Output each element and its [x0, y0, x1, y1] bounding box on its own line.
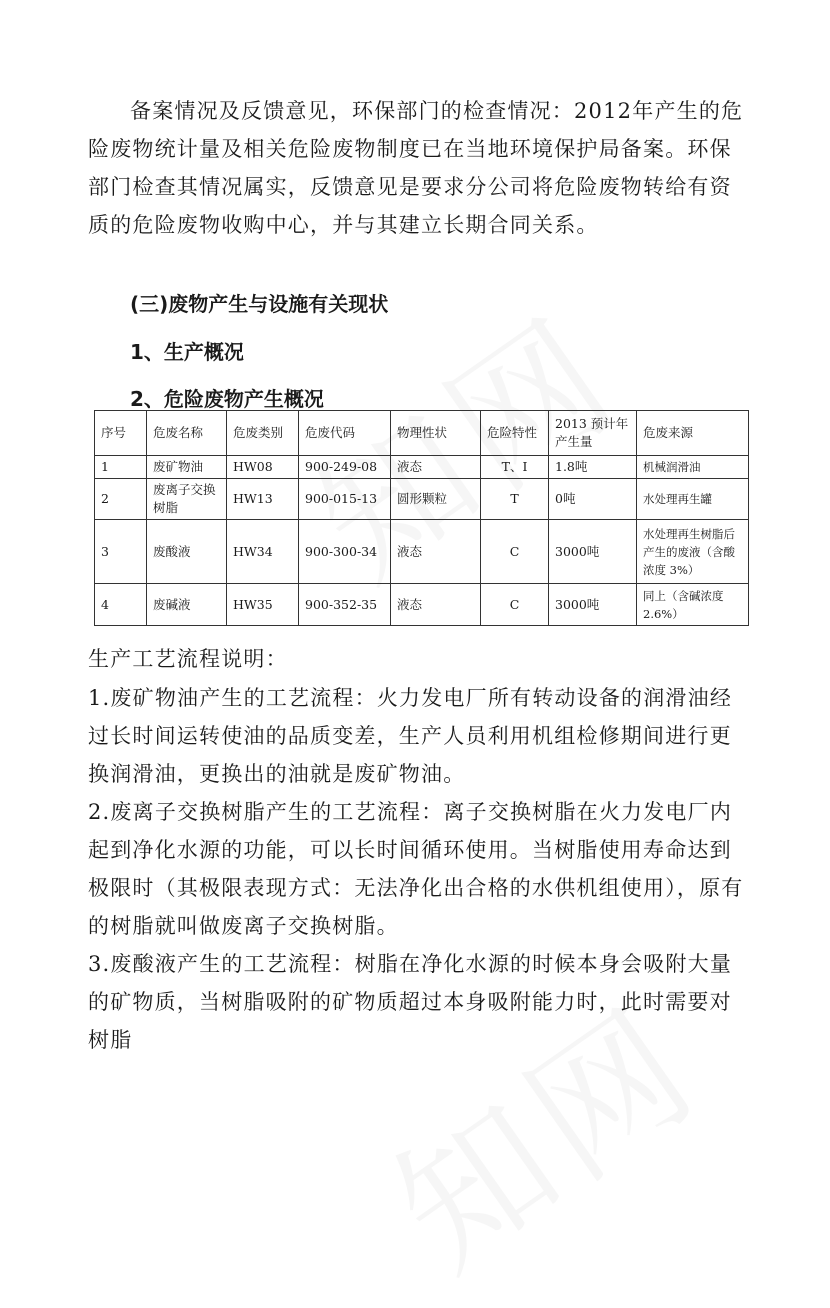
table-cell: 同上（含碱浓度 2.6%） — [637, 584, 749, 626]
paragraph-filing-status: 备案情况及反馈意见，环保部门的检查情况：2012年产生的危险废物统计量及相关危险废物制度已在当地环境保护局备案。环保部门检查其情况属实，反馈意见是要求分公司将危险废物转给有资质的危险废物收购中心，并与其建立长期合同关系。 — [88, 99, 744, 237]
table-cell: 水处理再生树脂后产生的废液（含酸浓度 3%） — [637, 520, 749, 584]
hazardous-waste-table — [94, 410, 749, 626]
table-cell: 4 — [95, 584, 147, 626]
table-cell: 2 — [95, 479, 147, 520]
table-cell: 3 — [95, 520, 147, 584]
table-cell: 水处理再生罐 — [637, 479, 749, 520]
process-item-waste-oil: 1.废矿物油产生的工艺流程：火力发电厂所有转动设备的润滑油经过长时间运转使油的品质变差，生产人员利用机组检修期间进行更换润滑油，更换出的油就是废矿物油。 — [88, 686, 733, 786]
table-cell: 1 — [95, 456, 147, 479]
table-cell: 圆形颗粒 — [391, 479, 481, 520]
table-row — [95, 456, 749, 479]
process-item-waste-resin: 2.废离子交换树脂产生的工艺流程：离子交换树脂在火力发电厂内起到净化水源的功能，可以长时间循环使用。当树脂使用寿命达到极限时（其极限表现方式：无法净化出合格的水供机组使用），原有的树脂就叫做废离子交换树脂。 — [88, 800, 744, 938]
header-cell: 物理性状 — [391, 411, 481, 456]
table-cell: C — [481, 520, 549, 584]
subheading-production-overview: 1、生产概况 — [130, 340, 244, 364]
table-cell: 废离子交换树脂 — [147, 479, 227, 520]
process-description-list — [88, 679, 748, 1059]
table-cell: 废酸液 — [147, 520, 227, 584]
table-cell: 0吨 — [549, 479, 637, 520]
table-cell: HW35 — [227, 584, 299, 626]
table-cell: 液态 — [391, 456, 481, 479]
table-header-row — [95, 411, 749, 456]
table-cell: 液态 — [391, 584, 481, 626]
table-cell: T — [481, 479, 549, 520]
table-cell: HW34 — [227, 520, 299, 584]
table-row — [95, 479, 749, 520]
header-cell: 序号 — [95, 411, 147, 456]
table-cell: 1.8吨 — [549, 456, 637, 479]
table-cell: 900-015-13 — [299, 479, 391, 520]
process-item-waste-acid: 3.废酸液产生的工艺流程：树脂在净化水源的时候本身会吸附大量的矿物质，当树脂吸附的矿物质超过本身吸附能力时，此时需要对树脂 — [88, 952, 733, 1052]
table-cell: 3000吨 — [549, 520, 637, 584]
process-description-title: 生产工艺流程说明： — [88, 647, 288, 671]
table-row — [95, 584, 749, 626]
table-cell: HW08 — [227, 456, 299, 479]
header-cell: 危废来源 — [637, 411, 749, 456]
table-cell: 废矿物油 — [147, 456, 227, 479]
header-cell: 危废类别 — [227, 411, 299, 456]
table-cell: C — [481, 584, 549, 626]
header-cell: 危废名称 — [147, 411, 227, 456]
subheading-hazardous-waste-overview: 2、危险废物产生概况 — [130, 387, 324, 411]
table-cell: 900-249-08 — [299, 456, 391, 479]
table-cell: HW13 — [227, 479, 299, 520]
header-cell: 危险特性 — [481, 411, 549, 456]
table-cell: 3000吨 — [549, 584, 637, 626]
table-cell: 900-352-35 — [299, 584, 391, 626]
table-cell: 废碱液 — [147, 584, 227, 626]
table-cell: 液态 — [391, 520, 481, 584]
section-heading: (三)废物产生与设施有关现状 — [130, 292, 389, 316]
table-cell: T、I — [481, 456, 549, 479]
table-row — [95, 520, 749, 584]
header-cell: 2013 预计年产生量 — [549, 411, 637, 456]
header-cell: 危废代码 — [299, 411, 391, 456]
table-cell: 机械润滑油 — [637, 456, 749, 479]
table-cell: 900-300-34 — [299, 520, 391, 584]
